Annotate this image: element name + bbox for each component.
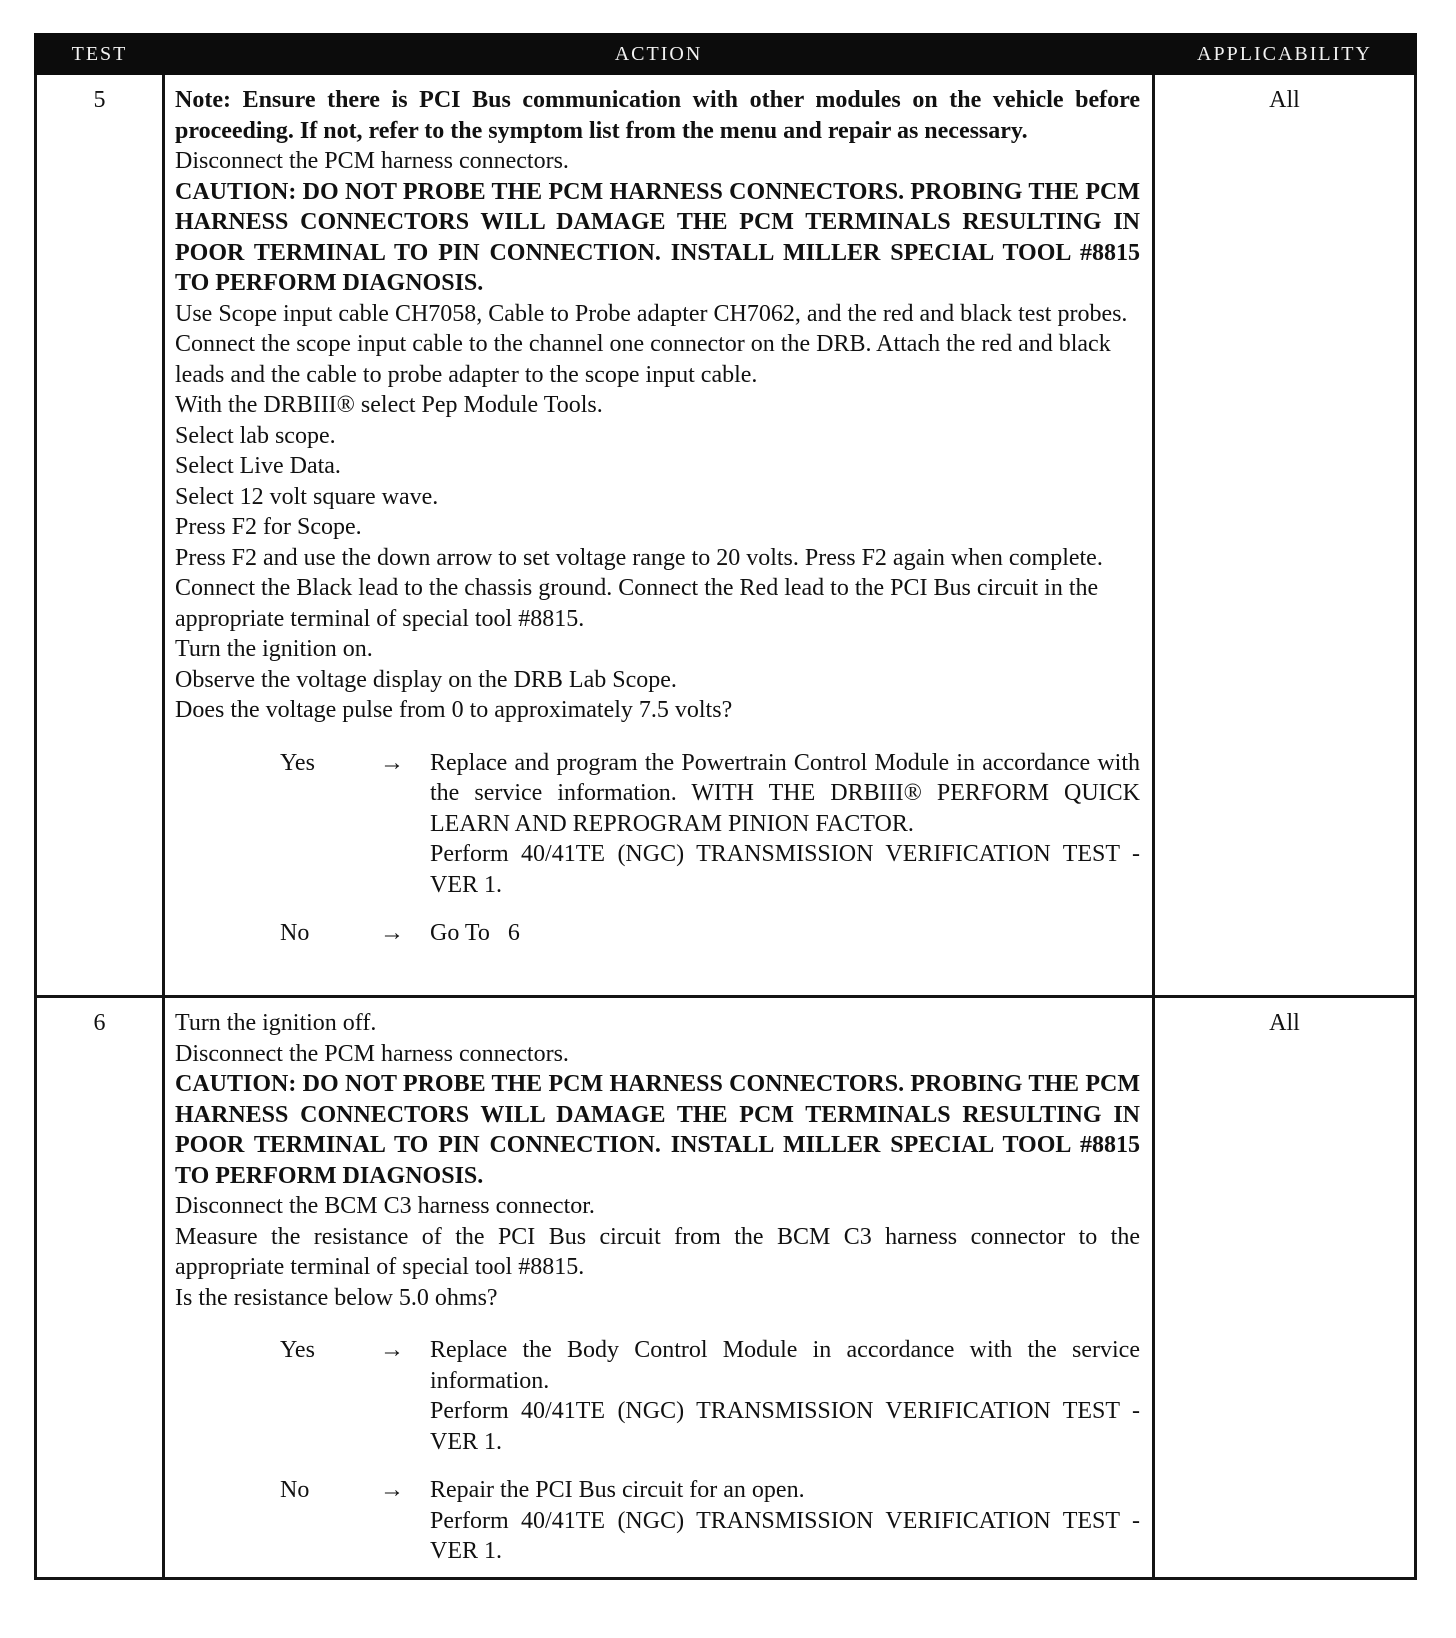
verification-test-text: Perform 40/41TE (NGC) TRANSMISSION VERIFICATION TEST - VER 1. (430, 1507, 1140, 1564)
header-test: TEST (36, 35, 164, 74)
table-header (36, 35, 1416, 74)
step-text: Select 12 volt square wave. (175, 483, 439, 510)
arrow-right-icon: → (380, 749, 404, 776)
header-applicability: APPLICABILITY (1154, 35, 1416, 74)
result-yes-text (430, 1335, 1140, 1457)
result-no-text (430, 918, 1140, 949)
result-yes-label: Yes (280, 749, 315, 776)
action-cell (164, 997, 1154, 1579)
diagnostic-test-table (34, 33, 1417, 1580)
applicability-cell: All (1154, 997, 1416, 1579)
step-text: Press F2 and use the down arrow to set voltage range to 20 volts. Press F2 again when complete. (175, 544, 1103, 571)
step-text: Disconnect the PCM harness connectors. (175, 148, 569, 174)
step-text: Connect the scope input cable to the channel one connector on the DRB. Attach the red and black leads and the cable to probe adapter to the scope input cable. (175, 331, 1111, 388)
step-text: Select Live Data. (175, 453, 341, 479)
result-yes-text (430, 748, 1140, 901)
goto-test-number: 6 (507, 920, 520, 946)
goto-label: Go To (430, 920, 490, 946)
result-no-instruction: Repair the PCI Bus circuit for an open. (430, 1477, 805, 1503)
arrow-right-icon: → (380, 1477, 404, 1503)
step-text: Use Scope input cable CH7058, Cable to Probe adapter CH7062, and the red and black test probes. (175, 300, 1128, 327)
step-text: Disconnect the BCM C3 harness connector. (175, 1193, 595, 1219)
result-yes (175, 1335, 1140, 1457)
result-yes-instruction: Replace the Body Control Module in accordance with the service information. (430, 1337, 1140, 1394)
result-no-text (430, 1475, 1140, 1567)
verification-test-text: Perform 40/41TE (NGC) TRANSMISSION VERIFICATION TEST - VER 1. (430, 1398, 1140, 1455)
step-text: Measure the resistance of the PCI Bus circuit from the BCM C3 harness connector to the appropriate terminal of special tool #8815. (175, 1223, 1140, 1280)
step-text: Turn the ignition off. (175, 1010, 377, 1036)
step-text: Press F2 for Scope. (175, 514, 362, 540)
result-no-label: No (280, 920, 310, 946)
step-text: Turn the ignition on. (175, 636, 373, 662)
caution-text: CAUTION: DO NOT PROBE THE PCM HARNESS CONNECTORS. PROBING THE PCM HARNESS CONNECTORS WILL DAMAGE THE PCM TERMINALS RESULTING IN POOR TERMINAL TO PIN CONNECTION. INSTALL MILLER SPECIAL TOOL #8815 TO PERFORM DIAGNOSIS. (175, 1071, 1140, 1189)
result-yes-label: Yes (280, 1337, 315, 1363)
result-yes (175, 748, 1140, 901)
header-row (36, 35, 1416, 74)
step-text: Select lab scope. (175, 422, 336, 449)
table-row-test-5 (36, 74, 1416, 997)
step-text: With the DRBIII® select Pep Module Tools. (175, 392, 603, 418)
table-row-test-6 (36, 997, 1416, 1579)
action-cell (164, 74, 1154, 997)
applicability-cell: All (1154, 74, 1416, 997)
arrow-right-icon: → (380, 1337, 404, 1363)
step-text: Observe the voltage display on the DRB Lab Scope. (175, 666, 677, 693)
arrow-right-icon: → (380, 920, 404, 946)
header-action: ACTION (164, 35, 1154, 74)
result-no (175, 918, 1140, 949)
result-no-label: No (280, 1477, 310, 1503)
result-yes-instruction: Replace and program the Powertrain Control Module in accordance with the service information. WITH THE DRBIII® PERFORM QUICK LEARN AND REPROGRAM PINION FACTOR. (430, 749, 1140, 837)
question-text: Is the resistance below 5.0 ohms? (175, 1284, 498, 1311)
question-text: Does the voltage pulse from 0 to approximately 7.5 volts? (175, 697, 733, 723)
verification-test-text: Perform 40/41TE (NGC) TRANSMISSION VERIFICATION TEST - VER 1. (430, 841, 1140, 898)
test-number: 5 (36, 74, 164, 997)
note-text: Note: Ensure there is PCI Bus communication with other modules on the vehicle before proceeding. If not, refer to the symptom list from the menu and repair as necessary. (175, 87, 1140, 144)
step-text: Connect the Black lead to the chassis ground. Connect the Red lead to the PCI Bus circuit in the appropriate terminal of special tool #8815. (175, 575, 1099, 632)
test-number: 6 (36, 997, 164, 1579)
result-no (175, 1475, 1140, 1567)
step-text: Disconnect the PCM harness connectors. (175, 1040, 569, 1067)
caution-text: CAUTION: DO NOT PROBE THE PCM HARNESS CONNECTORS. PROBING THE PCM HARNESS CONNECTORS WILL DAMAGE THE PCM TERMINALS RESULTING IN POOR TERMINAL TO PIN CONNECTION. INSTALL MILLER SPECIAL TOOL #8815 TO PERFORM DIAGNOSIS. (175, 178, 1140, 296)
diagnostic-table-page (34, 33, 1414, 1580)
